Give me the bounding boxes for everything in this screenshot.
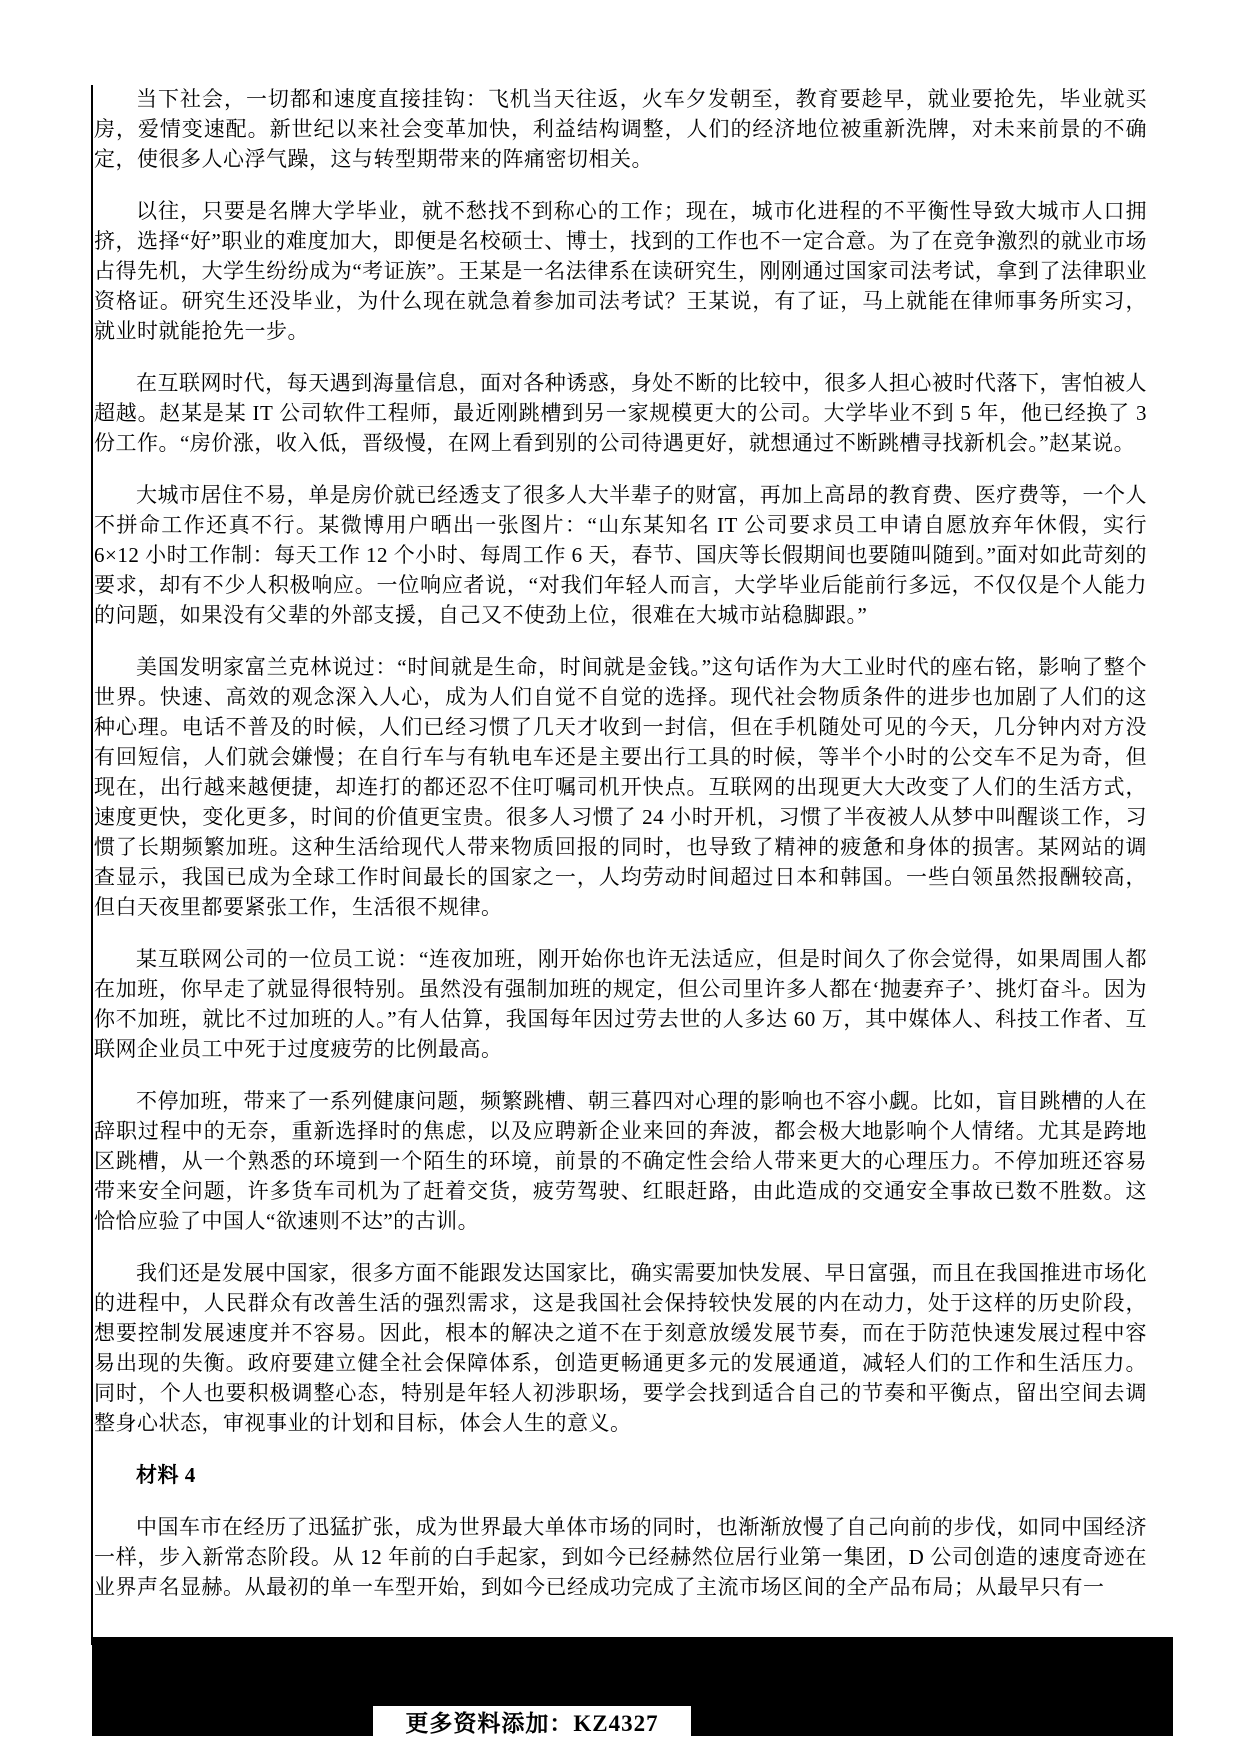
text-block-left-border [91, 85, 93, 1645]
paragraph-1: 当下社会，一切都和速度直接挂钩：飞机当天往返，火车夕发朝至，教育要趁早，就业要抢先，毕业就买房，爱情变速配。新世纪以来社会变革加快，利益结构调整，人们的经济地位被重新洗牌，对未来前景的不确定，使很多人心浮气躁，这与转型期带来的阵痛密切相关。 [94, 87, 1147, 171]
material-4-heading: 材料 4 [136, 1463, 196, 1487]
paragraph-3: 在互联网时代，每天遇到海量信息，面对各种诱惑，身处不断的比较中，很多人担心被时代落下，害怕被人超越。赵某是某 IT 公司软件工程师，最近刚跳槽到另一家规模更大的公司。大学毕业不到 5 年，他已经换了 3 份工作。“房价涨，收入低，晋级慢，在网上看到别的公司待遇更好，就想通过不断跳槽寻找新机会。”赵某说。 [94, 371, 1147, 455]
watermark-label-box [373, 1706, 691, 1737]
paragraph-2: 以往，只要是名牌大学毕业，就不愁找不到称心的工作；现在，城市化进程的不平衡性导致大城市人口拥挤，选择“好”职业的难度加大，即便是名校硕士、博士，找到的工作也不一定合意。为了在竞争激烈的就业市场占得先机，大学生纷纷成为“考证族”。王某是一名法律系在读研究生，刚刚通过国家司法考试，拿到了法律职业资格证。研究生还没毕业，为什么现在就急着参加司法考试？王某说，有了证，马上就能在律师事务所实习，就业时就能抢先一步。 [94, 199, 1147, 343]
footer-black-bar [92, 1637, 1173, 1736]
paragraph-9: 中国车市在经历了迅猛扩张，成为世界最大单体市场的同时，也渐渐放慢了自己向前的步伐，如同中国经济一样，步入新常态阶段。从 12 年前的白手起家，到如今已经赫然位居行业第一集团，D 公司创造的速度奇迹在业界声名显赫。从最初的单一车型开始，到如今已经成功完成了主流市场区间的全产品布局；从最早只有一 [94, 1515, 1147, 1599]
document-text-block [94, 84, 1147, 1624]
paragraph-6: 某互联网公司的一位员工说：“连夜加班，刚开始你也许无法适应，但是时间久了你会觉得，如果周围人都在加班，你早走了就显得很特别。虽然没有强制加班的规定，但公司里许多人都在‘抛妻弃子’、挑灯奋斗。因为你不加班，就比不过加班的人。”有人估算，我国每年因过劳去世的人多达 60 万，其中媒体人、科技工作者、互联网企业员工中死于过度疲劳的比例最高。 [94, 947, 1147, 1061]
paragraph-5: 美国发明家富兰克林说过：“时间就是生命，时间就是金钱。”这句话作为大工业时代的座右铭，影响了整个世界。快速、高效的观念深入人心，成为人们自觉不自觉的选择。现代社会物质条件的进步也加剧了人们的这种心理。电话不普及的时候，人们已经习惯了几天才收到一封信，但在手机随处可见的今天，几分钟内对方没有回短信，人们就会嫌慢；在自行车与有轨电车还是主要出行工具的时候，等半个小时的公交车不足为奇，但现在，出行越来越便捷，却连打的都还忍不住叮嘱司机开快点。互联网的出现更大大改变了人们的生活方式，速度更快，变化更多，时间的价值更宝贵。很多人习惯了 24 小时开机，习惯了半夜被人从梦中叫醒谈工作，习惯了长期频繁加班。这种生活给现代人带来物质回报的同时，也导致了精神的疲惫和身体的损害。某网站的调查显示，我国已成为全球工作时间最长的国家之一，人均劳动时间超过日本和韩国。一些白领虽然报酬较高，但白天夜里都要紧张工作，生活很不规律。 [94, 655, 1147, 919]
paragraph-8: 我们还是发展中国家，很多方面不能跟发达国家比，确实需要加快发展、早日富强，而且在我国推进市场化的进程中，人民群众有改善生活的强烈需求，这是我国社会保持较快发展的内在动力，处于这样的历史阶段，想要控制发展速度并不容易。因此，根本的解决之道不在于刻意放缓发展节奏，而在于防范快速发展过程中容易出现的失衡。政府要建立健全社会保障体系，创造更畅通更多元的发展通道，减轻人们的工作和生活压力。同时，个人也要积极调整心态，特别是年轻人初涉职场，要学会找到适合自己的节奏和平衡点，留出空间去调整身心状态，审视事业的计划和目标，体会人生的意义。 [94, 1261, 1147, 1435]
watermark-label: 更多资料添加：KZ4327 [405, 1711, 659, 1736]
paragraph-4: 大城市居住不易，单是房价就已经透支了很多人大半辈子的财富，再加上高昂的教育费、医疗费等，一个人不拼命工作还真不行。某微博用户晒出一张图片：“山东某知名 IT 公司要求员工申请自愿放弃年休假，实行 6×12 小时工作制：每天工作 12 个小时、每周工作 6 天，春节、国庆等长假期间也要随叫随到。”面对如此苛刻的要求，却有不少人积极响应。一位响应者说，“对我们年轻人而言，大学毕业后能前行多远，不仅仅是个人能力的问题，如果没有父辈的外部支援，自己又不使劲上位，很难在大城市站稳脚跟。” [94, 483, 1147, 627]
paragraph-7: 不停加班，带来了一系列健康问题，频繁跳槽、朝三暮四对心理的影响也不容小觑。比如，盲目跳槽的人在辞职过程中的无奈，重新选择时的焦虑，以及应聘新企业来回的奔波，都会极大地影响个人情绪。尤其是跨地区跳槽，从一个熟悉的环境到一个陌生的环境，前景的不确定性会给人带来更大的心理压力。不停加班还容易带来安全问题，许多货车司机为了赶着交货，疲劳驾驶、红眼赶路，由此造成的交通安全事故已数不胜数。这恰恰应验了中国人“欲速则不达”的古训。 [94, 1089, 1147, 1233]
